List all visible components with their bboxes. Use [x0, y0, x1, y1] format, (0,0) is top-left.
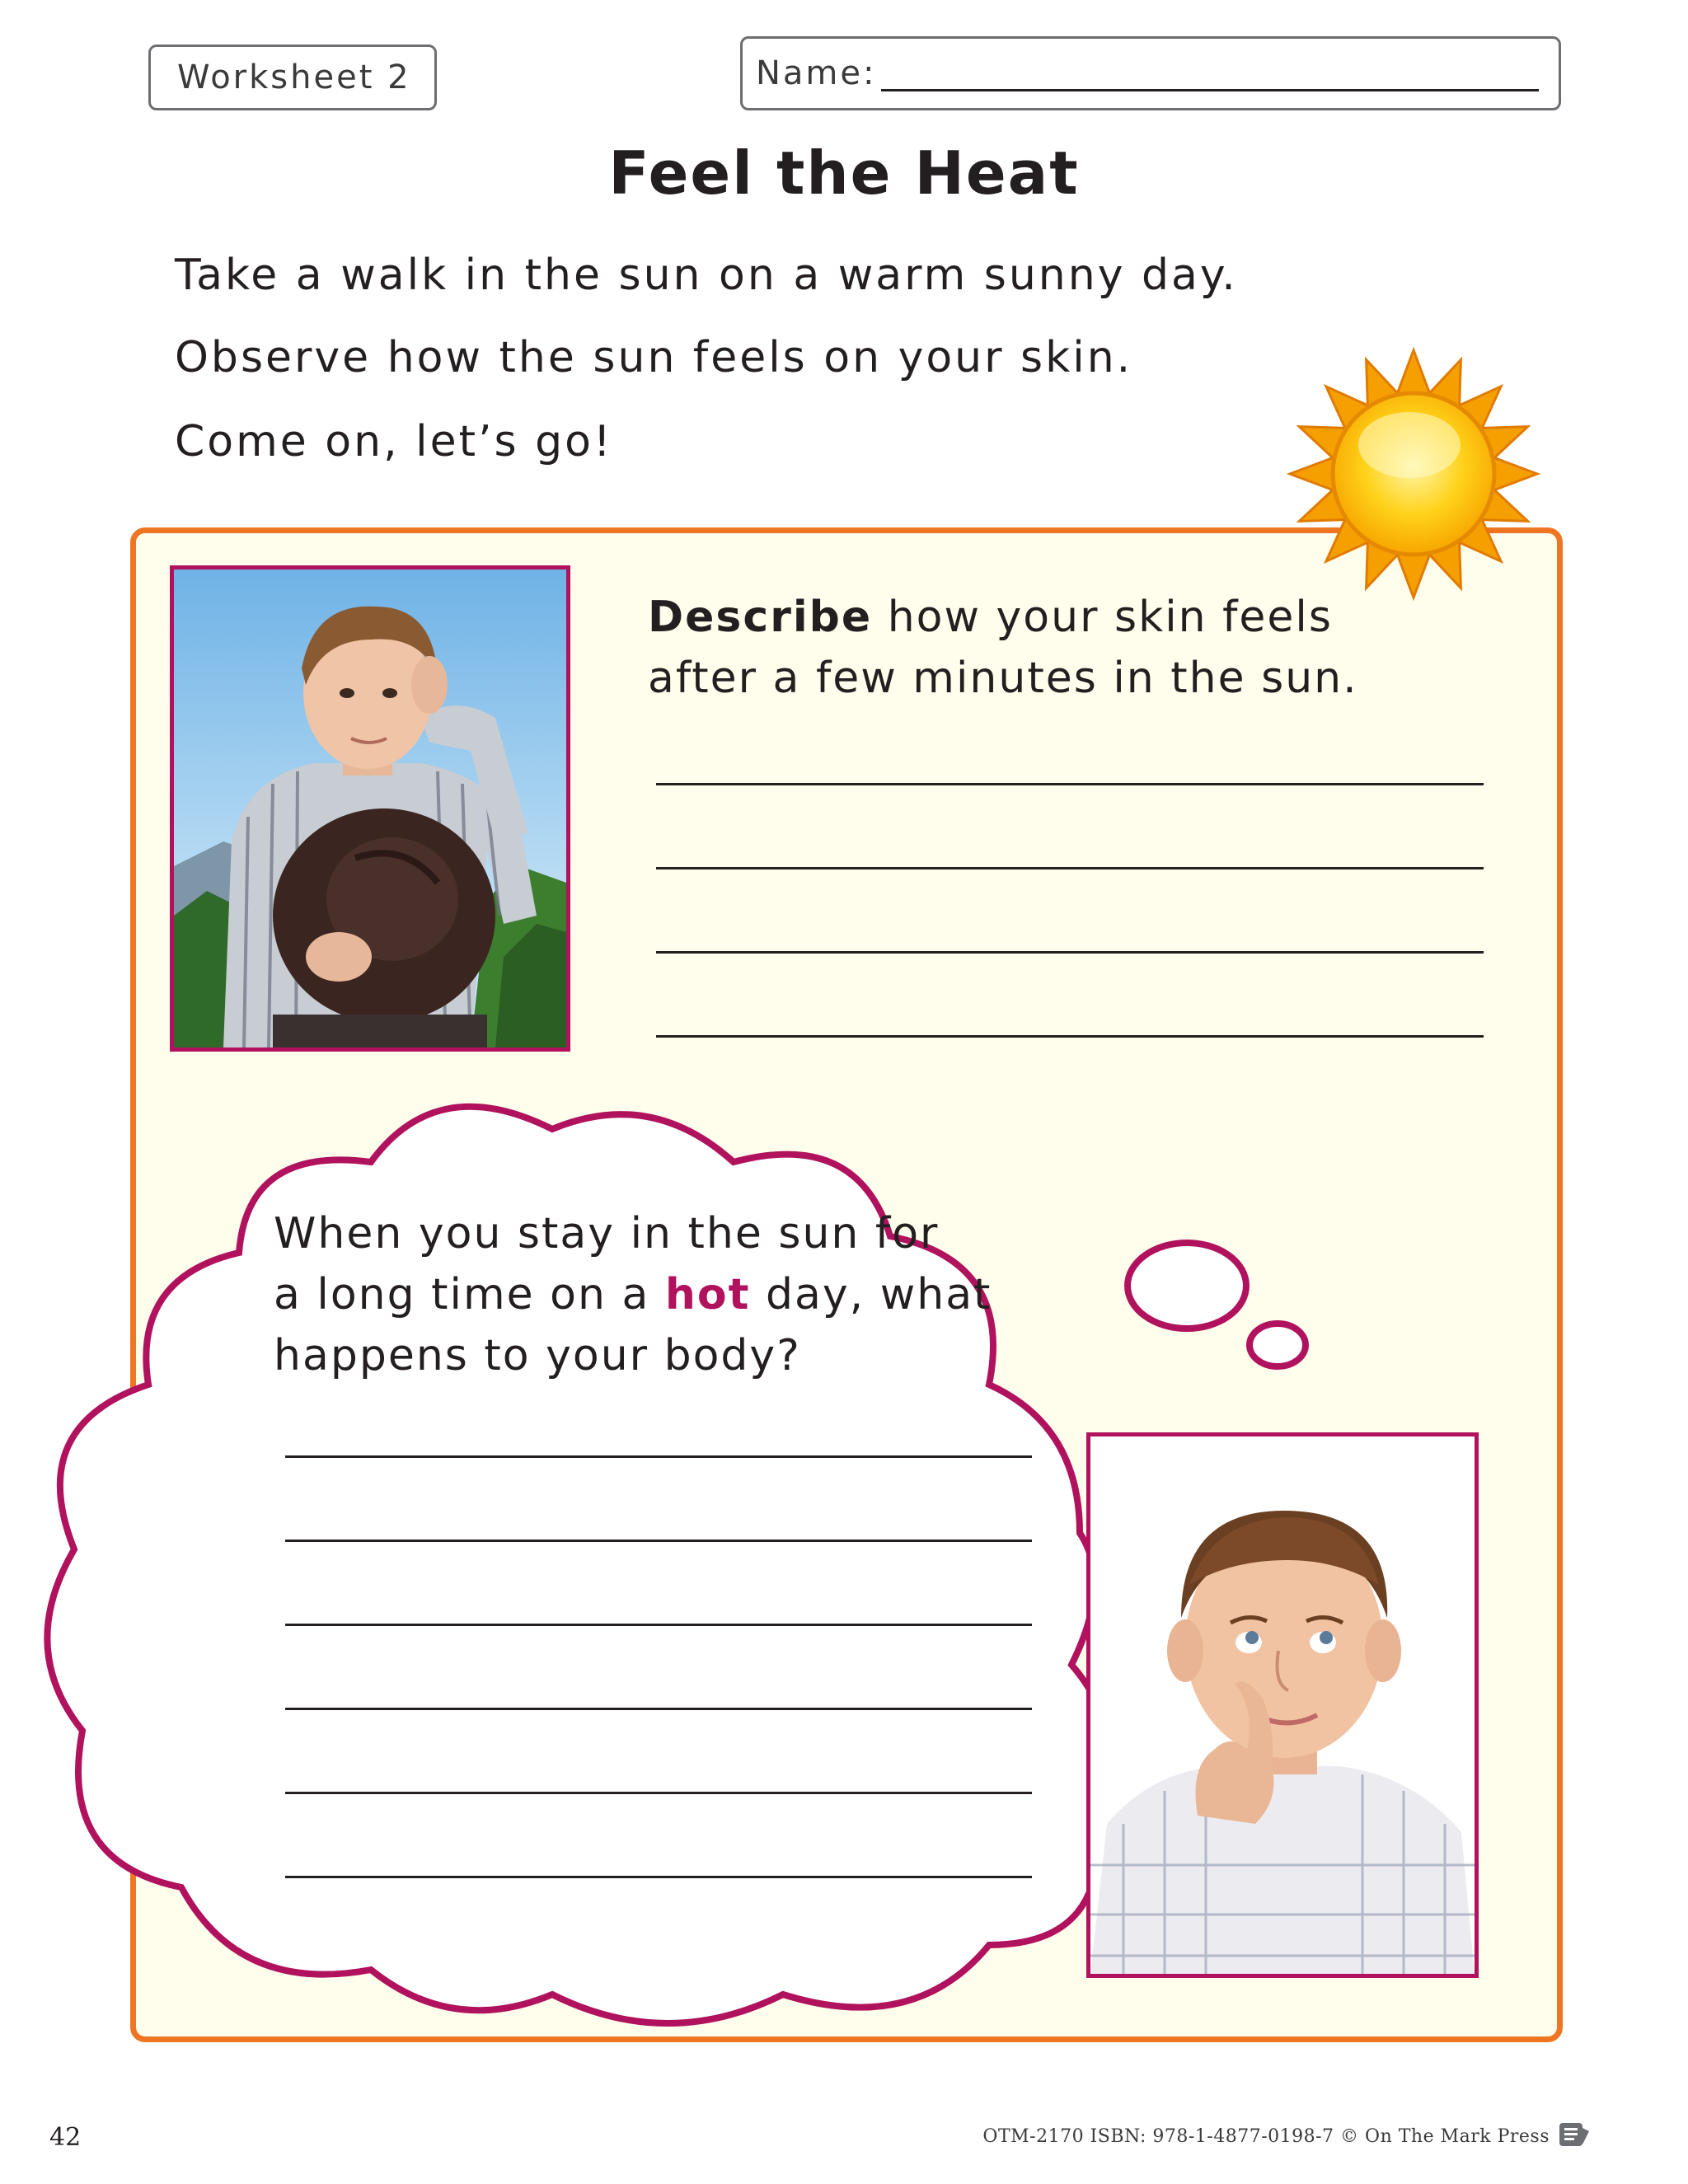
- describe-answer-line-3[interactable]: [656, 951, 1484, 954]
- name-field-box[interactable]: [740, 36, 1561, 110]
- intro-line-1: Take a walk in the sun on a warm sunny day.: [175, 251, 1238, 300]
- publication-info: OTM-2170 ISBN: 978-1-4877-0198-7 © On The Mark Press: [982, 2126, 1550, 2147]
- page-title: Feel the Heat: [608, 138, 1080, 208]
- cloud-question: [274, 1203, 992, 1386]
- cloud-answer-line-2[interactable]: [285, 1540, 1032, 1542]
- intro-line-2: Observe how the sun feels on your skin.: [175, 333, 1133, 382]
- cloud-question-line1: When you stay in the sun for: [274, 1209, 940, 1258]
- cloud-question-line2a: a long time on a: [274, 1270, 665, 1319]
- worksheet-label-box: [148, 45, 437, 110]
- describe-answer-line-2[interactable]: [656, 867, 1484, 869]
- describe-bold: Describe: [648, 593, 873, 642]
- describe-answer-line-1[interactable]: [656, 783, 1484, 785]
- thought-bubbles-icon: [1121, 1236, 1319, 1385]
- cloud-answer-line-5[interactable]: [285, 1792, 1032, 1794]
- sun-icon: [1286, 346, 1541, 602]
- hot-highlight: hot: [664, 1270, 751, 1319]
- intro-line-3: Come on, let’s go!: [175, 417, 613, 466]
- cloud-answer-line-3[interactable]: [285, 1624, 1032, 1626]
- thinking-boy-photo: [1086, 1432, 1479, 1978]
- publisher-logo-icon: [1558, 2120, 1591, 2149]
- name-write-line[interactable]: [881, 89, 1539, 91]
- cloud-question-line3: happens to your body?: [274, 1331, 801, 1380]
- boy-with-hat-photo: [170, 565, 570, 1052]
- describe-prompt: [648, 587, 1358, 709]
- worksheet-label: Worksheet 2: [177, 59, 411, 96]
- page-number: 42: [49, 2123, 82, 2152]
- name-label: Name:: [756, 54, 877, 92]
- describe-answer-line-4[interactable]: [656, 1035, 1484, 1038]
- cloud-answer-line-4[interactable]: [285, 1708, 1032, 1710]
- cloud-question-line2b: day, what: [750, 1270, 992, 1319]
- cloud-answer-line-1[interactable]: [285, 1455, 1032, 1458]
- describe-rest: how your skin feels: [872, 593, 1333, 642]
- describe-line2: after a few minutes in the sun.: [648, 654, 1358, 703]
- cloud-answer-line-6[interactable]: [285, 1876, 1032, 1878]
